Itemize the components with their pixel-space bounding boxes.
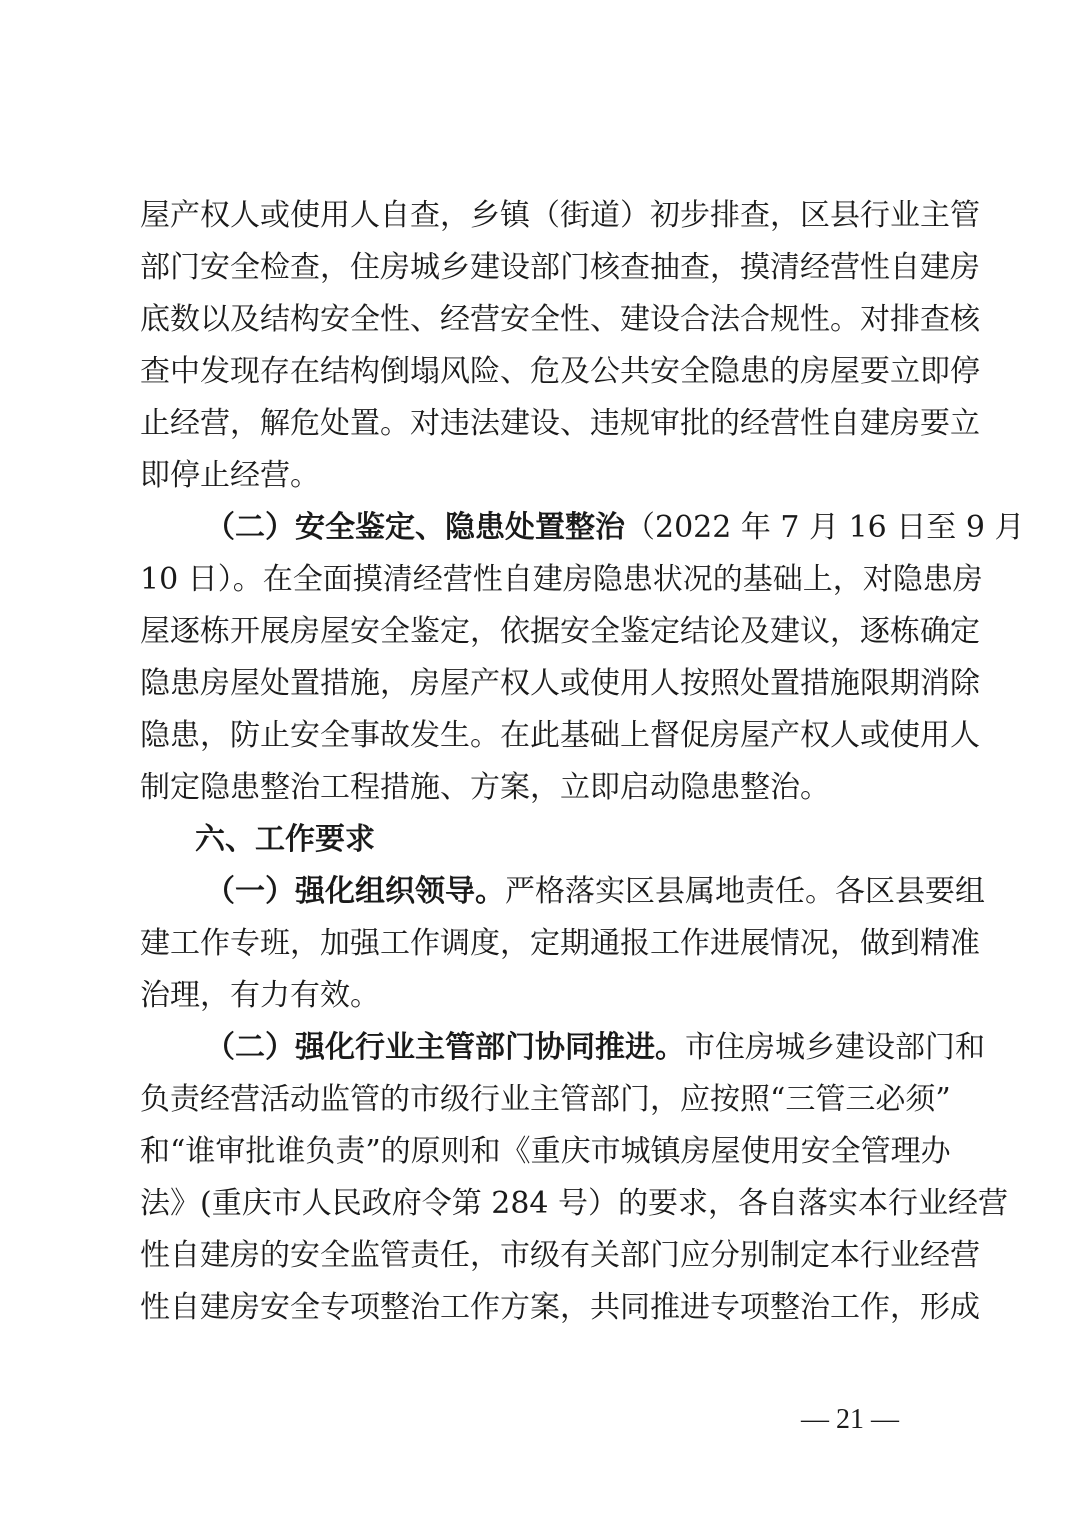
paragraph-line: 10 日）。在全面摸清经营性自建房隐患状况的基础上，对隐患房 — [140, 562, 983, 597]
paragraph-line: 性自建房安全专项整治工作方案，共同推进专项整治工作，形成 — [140, 1290, 980, 1325]
paragraph-line: 查中发现存在结构倒塌风险、危及公共安全隐患的房屋要立即停 — [140, 354, 980, 389]
paragraph-line: 部门安全检查，住房城乡建设部门核查抽查，摸清经营性自建房 — [140, 250, 980, 285]
paragraph-text: 市住房城乡建设部门和 — [685, 1030, 985, 1065]
paragraph-first-line — [205, 1028, 985, 1068]
paragraph-text: （2022 年 7 月 16 日至 9 月 — [625, 510, 1025, 545]
paragraph-line: 治理，有力有效。 — [140, 978, 380, 1013]
section-heading: 六、工作要求 — [195, 822, 375, 857]
paragraph-line: 法》(重庆市人民政府令第 284 号）的要求，各自落实本行业经营 — [140, 1186, 1009, 1221]
paragraph-text: 严格落实区县属地责任。各区县要组 — [505, 874, 985, 909]
paragraph-line: 底数以及结构安全性、经营安全性、建设合法合规性。对排查核 — [140, 302, 980, 337]
paragraph-line: 制定隐患整治工程措施、方案，立即启动隐患整治。 — [140, 770, 830, 805]
paragraph-line: 即停止经营。 — [140, 458, 320, 493]
paragraph-first-line — [205, 872, 985, 912]
paragraph-line: 性自建房的安全监管责任，市级有关部门应分别制定本行业经营 — [140, 1238, 980, 1273]
paragraph-line: 屋逐栋开展房屋安全鉴定，依据安全鉴定结论及建议，逐栋确定 — [140, 614, 980, 649]
page-number: — 21 — — [801, 1404, 899, 1435]
subsection-title: （二）安全鉴定、隐患处置整治 — [205, 510, 625, 545]
paragraph-first-line — [205, 508, 1025, 548]
subsection-title: （一）强化组织领导。 — [205, 874, 505, 909]
paragraph-line: 和“谁审批谁负责”的原则和《重庆市城镇房屋使用安全管理办 — [140, 1134, 951, 1169]
paragraph-line: 负责经营活动监管的市级行业主管部门，应按照“三管三必须” — [140, 1082, 951, 1117]
subsection-title: （二）强化行业主管部门协同推进。 — [205, 1030, 685, 1065]
paragraph-line: 建工作专班，加强工作调度，定期通报工作进展情况，做到精准 — [140, 926, 980, 961]
paragraph-line: 隐患房屋处置措施，房屋产权人或使用人按照处置措施限期消除 — [140, 666, 980, 701]
paragraph-line: 隐患，防止安全事故发生。在此基础上督促房屋产权人或使用人 — [140, 718, 980, 753]
paragraph-line: 屋产权人或使用人自查，乡镇（街道）初步排查，区县行业主管 — [140, 198, 980, 233]
paragraph-line: 止经营，解危处置。对违法建设、违规审批的经营性自建房要立 — [140, 406, 980, 441]
